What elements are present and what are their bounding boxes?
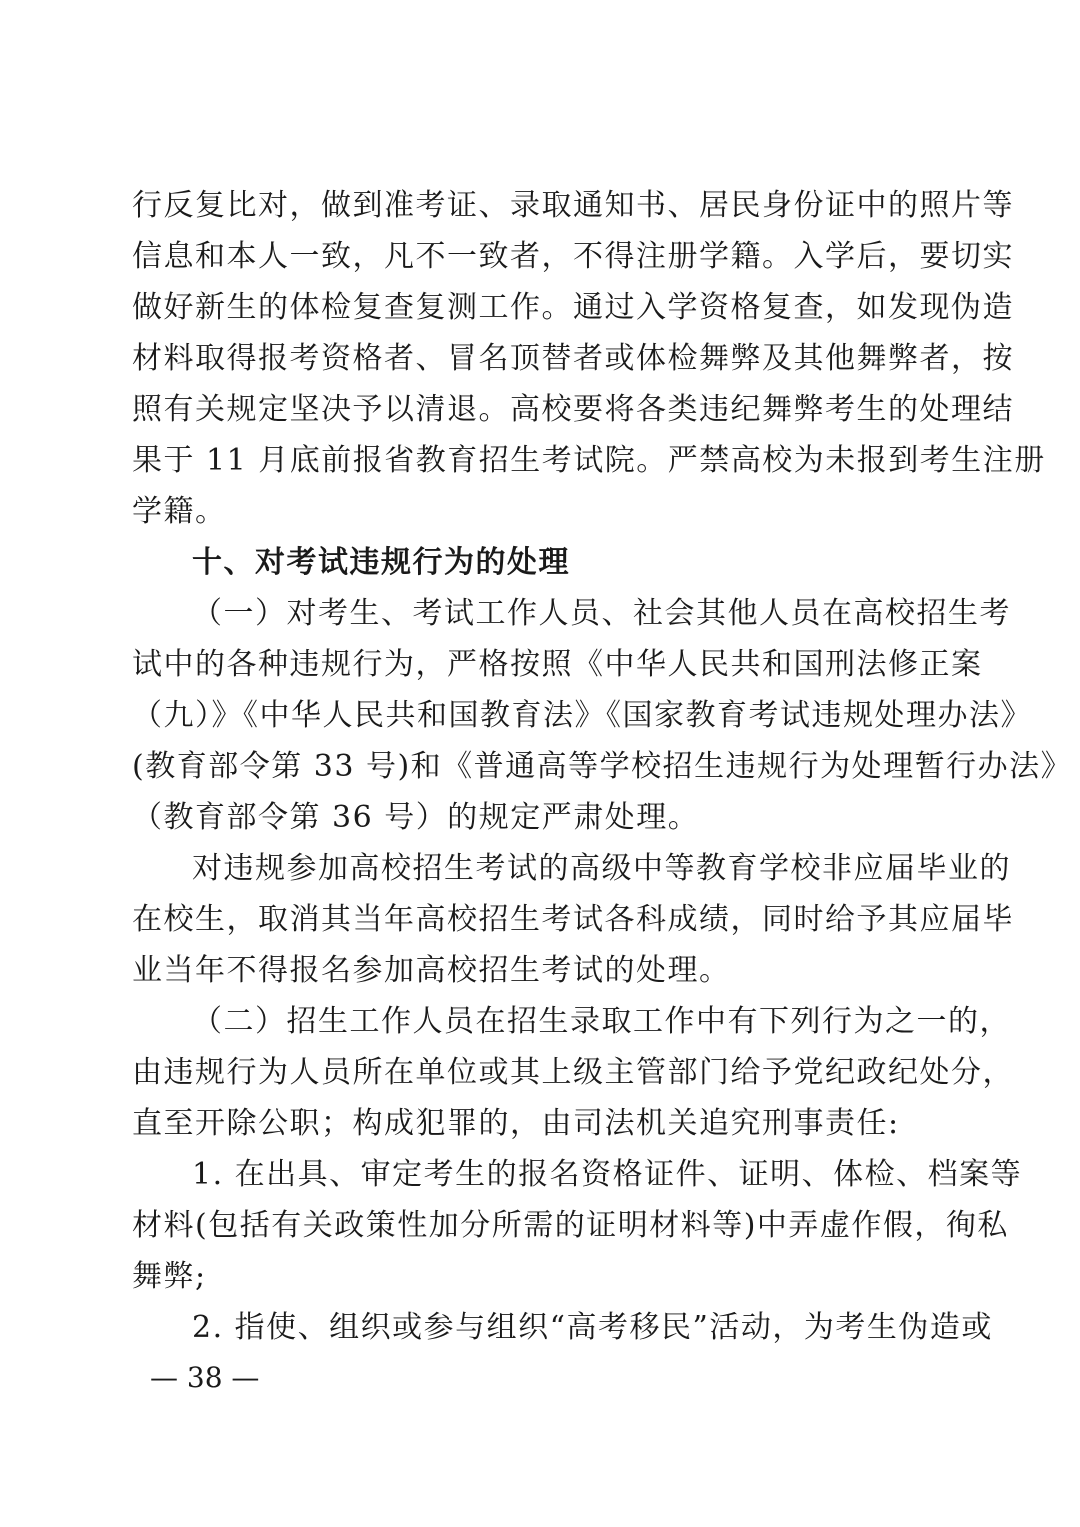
- text-line: 直至开除公职；构成犯罪的，由司法机关追究刑事责任:: [132, 1106, 900, 1141]
- paragraph-continuation: [132, 180, 1046, 537]
- text-line: （二）招生工作人员在招生录取工作中有下列行为之一的，: [192, 1004, 1011, 1039]
- document-body: [132, 180, 1073, 1353]
- clause-2: [132, 996, 1014, 1149]
- text-line: （一）对考生、考试工作人员、社会其他人员在高校招生考: [192, 596, 1011, 631]
- text-line: 对违规参加高校招生考试的高级中等教育学校非应届毕业的: [192, 851, 1011, 886]
- text-line: 照有关规定坚决予以清退。高校要将各类违纪舞弊考生的处理结: [132, 392, 1014, 427]
- text-line: 果于 11 月底前报省教育招生考试院。严禁高校为未报到考生注册: [132, 443, 1046, 478]
- section-heading: 十、对考试违规行为的处理: [192, 545, 570, 580]
- text-line: （教育部令第 36 号）的规定严肃处理。: [132, 800, 700, 835]
- clause-1-note: [132, 843, 1014, 996]
- text-line: 舞弊;: [132, 1259, 207, 1294]
- page-number: — 38 —: [150, 1361, 260, 1394]
- text-line: 信息和本人一致，凡不一致者，不得注册学籍。入学后，要切实: [132, 239, 1014, 274]
- text-line: 材料取得报考资格者、冒名顶替者或体检舞弊及其他舞弊者，按: [132, 341, 1014, 376]
- item-1: [132, 1149, 1023, 1302]
- text-line: 学籍。: [132, 494, 227, 529]
- text-line: 做好新生的体检复查复测工作。通过入学资格复查，如发现伪造: [132, 290, 1014, 325]
- text-line: 行反复比对，做到准考证、录取通知书、居民身份证中的照片等: [132, 188, 1014, 223]
- text-line: 由违规行为人员所在单位或其上级主管部门给予党纪政纪处分，: [132, 1055, 1014, 1090]
- text-line: 材料(包括有关政策性加分所需的证明材料等)中弄虚作假，徇私: [132, 1208, 1009, 1243]
- clause-1: [132, 588, 1073, 843]
- text-line: （九）》《中华人民共和国教育法》《国家教育考试违规处理办法》: [132, 698, 1032, 733]
- text-line: (教育部令第 33 号)和《普通高等学校招生违规行为处理暂行办法》: [132, 749, 1073, 784]
- text-line: 2. 指使、组织或参与组织“高考移民”活动，为考生伪造或: [192, 1310, 993, 1345]
- text-line: 业当年不得报名参加高校招生考试的处理。: [132, 953, 731, 988]
- text-line: 1. 在出具、审定考生的报名资格证件、证明、体检、档案等: [192, 1157, 1023, 1192]
- text-line: 在校生，取消其当年高校招生考试各科成绩，同时给予其应届毕: [132, 902, 1014, 937]
- item-2: [132, 1302, 993, 1353]
- text-line: 试中的各种违规行为，严格按照《中华人民共和国刑法修正案: [132, 647, 983, 682]
